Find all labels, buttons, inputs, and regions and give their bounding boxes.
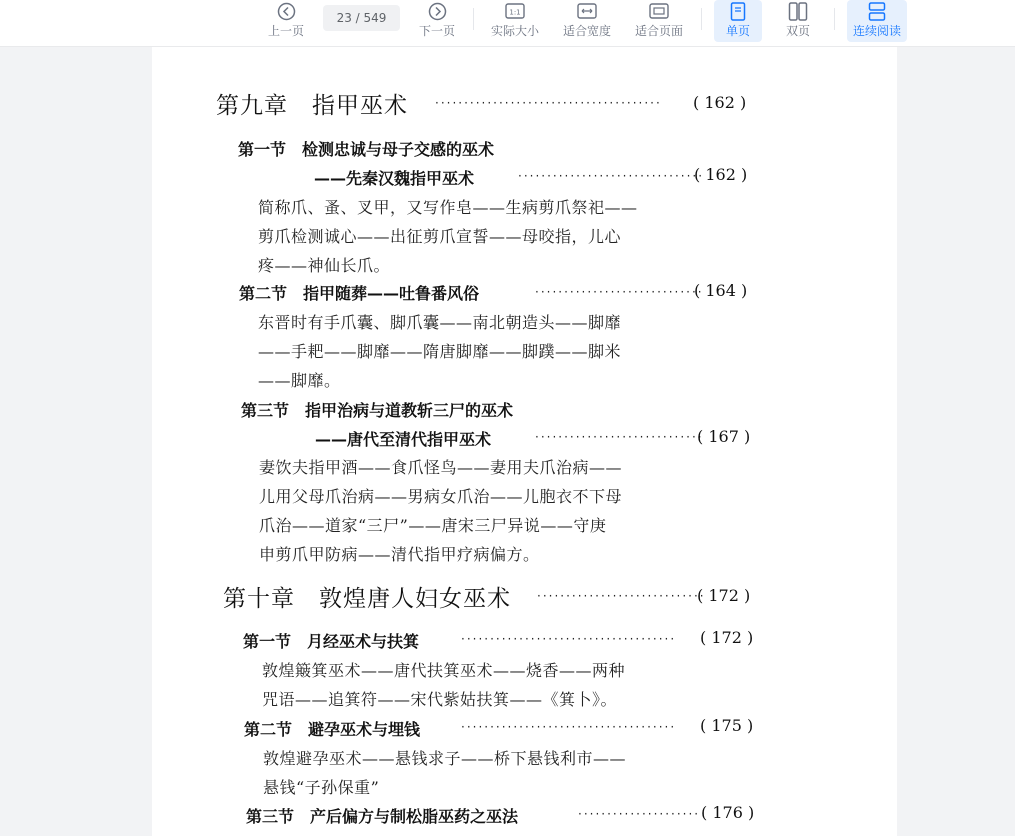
document-page (152, 47, 897, 836)
toc-leader: ····································· (461, 720, 677, 734)
actual-size-label: 实际大小 (490, 24, 539, 38)
section-summary-line: 疼——神仙长爪。 (258, 256, 391, 275)
section-summary-line: 咒语——追箕符——宋代紫姑扶箕——《箕卜》。 (262, 690, 618, 709)
section-title: 第一节 月经巫术与扶箕 (243, 632, 420, 651)
section-summary-line: 爪治——道家“三尸”——唐宋三尸异说——守庚 (259, 516, 607, 535)
actual-size-icon (505, 1, 525, 21)
fit-width-button[interactable] (560, 0, 614, 42)
section-summary-line: 东晋时有手爪囊、脚爪囊——南北朝造头——脚靡 (258, 313, 622, 332)
fit-page-button[interactable] (632, 0, 686, 42)
fit-page-label: 适合页面 (634, 24, 683, 38)
prev-page-label: 上一页 (267, 24, 304, 38)
single-page-button[interactable] (714, 0, 762, 42)
section-subtitle: ——唐代至清代指甲巫术 (315, 430, 492, 449)
section-summary-line: 敦煌避孕巫术——悬钱求子——桥下悬钱利市—— (263, 749, 627, 768)
continuous-read-label: 连续阅读 (852, 24, 901, 38)
chapter-title: 第九章 指甲巫术 (216, 93, 408, 119)
section-summary-line: ——手耙——脚靡——隋唐脚靡——脚蹼——脚米 (258, 342, 622, 361)
section-title: 第二节 避孕巫术与埋钱 (244, 720, 421, 739)
next-page-label: 下一页 (418, 24, 455, 38)
toc-page-number: ( 164 ) (694, 281, 748, 300)
section-summary-line: 申剪爪甲防病——清代指甲疗病偏方。 (259, 545, 540, 564)
next-page-button[interactable] (416, 0, 458, 42)
fit-width-label: 适合宽度 (562, 24, 611, 38)
toc-page-number: ( 172 ) (697, 586, 751, 605)
toc-page-number: ( 167 ) (697, 427, 751, 446)
double-page-button[interactable] (776, 0, 820, 42)
single-page-label: 单页 (725, 24, 750, 38)
section-title: 第一节 检测忠诚与母子交感的巫术 (238, 140, 495, 159)
toolbar-divider (834, 8, 835, 30)
toc-leader: ····································· (461, 632, 677, 646)
section-summary-line: 妻饮夫指甲酒——食爪怪鸟——妻用夫爪治病—— (259, 458, 623, 477)
section-summary-line: 简称爪、蚤、叉甲，又写作皂——生病剪爪祭祀—— (258, 198, 638, 217)
toc-page-number: ( 162 ) (694, 165, 748, 184)
section-title: 第三节 指甲治病与道教斩三尸的巫术 (241, 401, 514, 420)
section-summary-line: 剪爪检测诚心——出征剪爪宣誓——母咬指，儿心 (258, 227, 622, 246)
chevron-left-circle-icon (277, 1, 296, 21)
section-summary-line: ——脚靡。 (258, 371, 341, 390)
toolbar-divider (701, 8, 702, 30)
double-page-label: 双页 (785, 24, 810, 38)
fit-width-icon (577, 1, 597, 21)
section-summary-line: 敦煌簸箕巫术——唐代扶箕巫术——烧香——两种 (262, 661, 626, 680)
toc-page-number: ( 175 ) (700, 716, 754, 735)
toc-leader: ····························· (535, 285, 704, 299)
section-subtitle: ——先秦汉魏指甲巫术 (314, 169, 475, 188)
toolbar-divider (473, 8, 474, 30)
toc-page-number: ( 176 ) (701, 803, 755, 822)
toc-page-number: ( 172 ) (700, 628, 754, 647)
svg-text:1:1: 1:1 (509, 8, 521, 17)
actual-size-button[interactable] (488, 0, 542, 42)
chevron-right-circle-icon (428, 1, 447, 21)
continuous-read-button[interactable] (847, 0, 907, 42)
fit-page-icon (649, 1, 669, 21)
double-page-icon (788, 1, 808, 21)
toc-leader: ····················· (578, 807, 701, 821)
toc-leader: ······································· (435, 96, 662, 110)
section-summary-line: 儿用父母爪治病——男病女爪治——儿胞衣不下母 (259, 487, 623, 506)
toc-page-number: ( 162 ) (693, 93, 747, 112)
single-page-icon (730, 1, 746, 21)
toc-leader: ································ (518, 169, 705, 183)
prev-page-button[interactable] (265, 0, 307, 42)
continuous-read-icon (868, 1, 886, 21)
toc-leader: ····························· (537, 589, 706, 603)
page-indicator[interactable]: 23 / 549 (323, 5, 400, 31)
section-summary-line: 悬钱“子孙保重” (263, 778, 380, 797)
section-title: 第二节 指甲随葬——吐鲁番风俗 (239, 284, 480, 303)
chapter-title: 第十章 敦煌唐人妇女巫术 (223, 586, 511, 612)
viewer-toolbar (0, 0, 1015, 47)
section-title: 第三节 产后偏方与制松脂巫药之巫法 (246, 807, 519, 826)
toc-leader: ····························· (535, 430, 704, 444)
